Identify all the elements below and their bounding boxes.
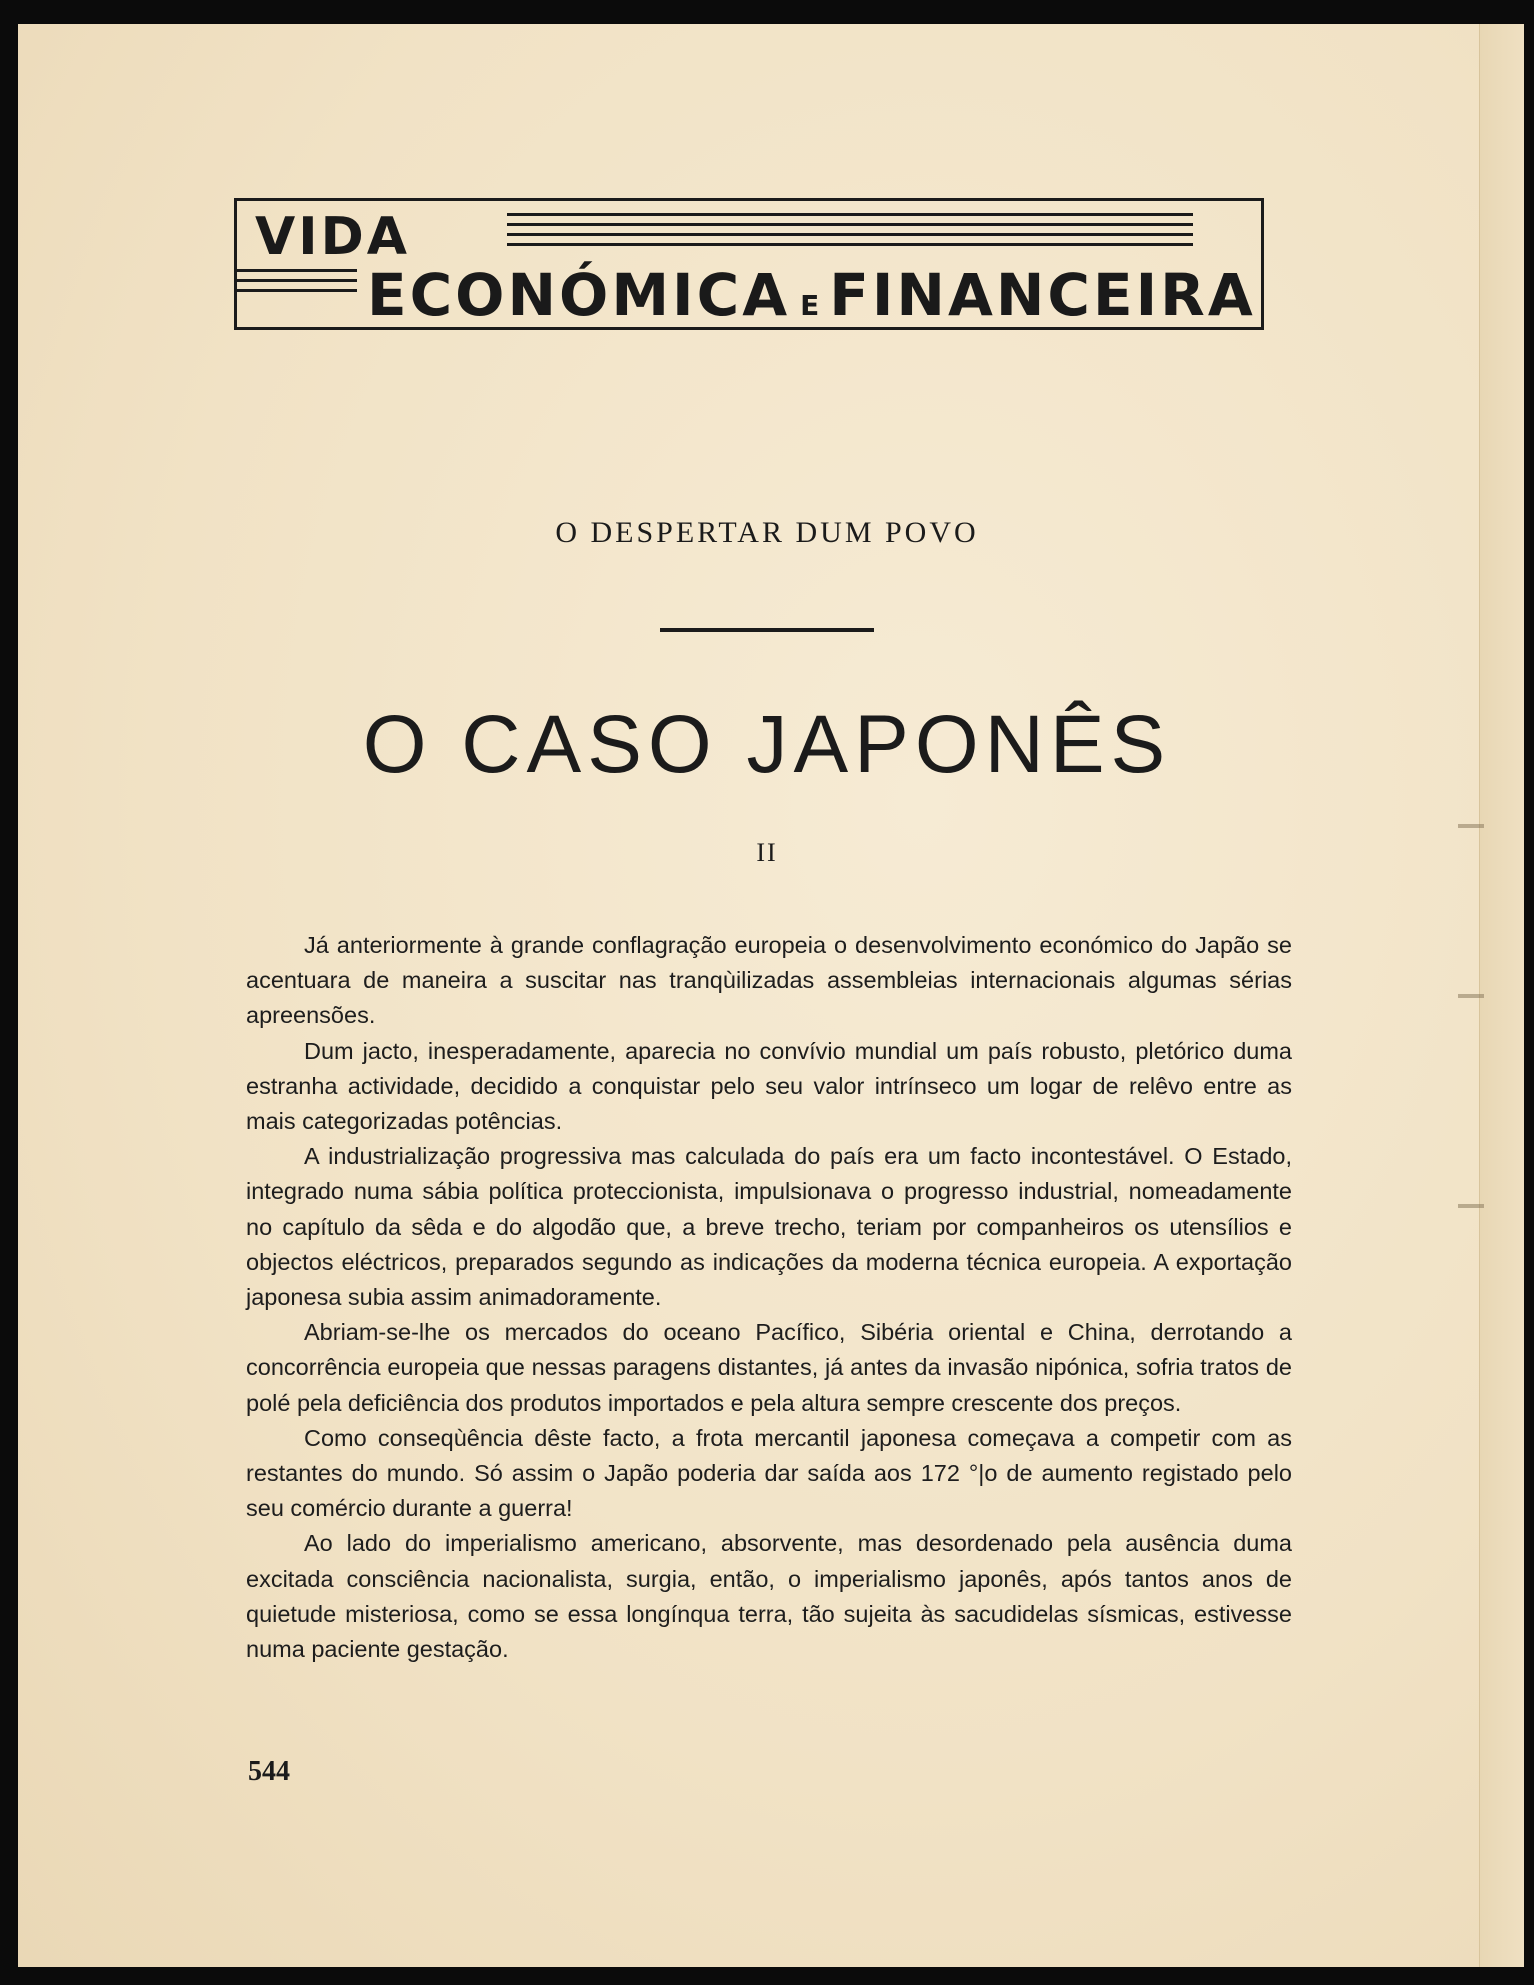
part-number: II (756, 838, 778, 867)
binding-strip (1479, 24, 1524, 1967)
header-rule (507, 223, 1193, 226)
paragraph: A industrialização progressiva mas calculada do país era um facto incontestável. O Estado, integrado numa sábia política proteccionista, impulsionava o progresso industrial, nomeadamente no capítulo da sêda e do algodão que, a breve trecho, teriam por companheiros os utensílios e objectos eléctricos, preparados segundo as indicações da moderna técnica europeia. A exportação japonesa subia assim animadoramente. (246, 1143, 1292, 1311)
paragraph: Ao lado do imperialismo americano, absorvente, mas desordenado pela ausência duma excitada consciência nacionalista, surgia, então, o imperialismo japonês, após tantos anos de quietude misteriosa, como se essa longínqua terra, tão sujeita às sacudidelas sísmicas, estivesse numa paciente gestação. (246, 1530, 1292, 1663)
section-header-line2 (367, 261, 1256, 329)
binding-stitch (1458, 1204, 1484, 1208)
paragraph: Já anteriormente à grande conflagração europeia o desenvolvimento económico do Japão se acentuara de maneira a suscitar nas tranqùilizadas assembleias internacionais algumas sérias apreensões. (246, 932, 1292, 1029)
page-number: 544 (248, 1756, 290, 1787)
section-header-word-financeira: FINANCEIRA (829, 261, 1256, 329)
article-kicker: O DESPERTAR DUM POVO (555, 516, 979, 549)
binding-stitch (1458, 994, 1484, 998)
title-rule (660, 628, 874, 632)
header-rule (237, 269, 357, 272)
header-rule (507, 233, 1193, 236)
header-rule (507, 213, 1193, 216)
article-title: O CASO JAPONÊS (362, 699, 1172, 790)
section-header-conjunction: E (800, 289, 820, 322)
paragraph: Como conseqùência dêste facto, a frota mercantil japonesa começava a competir com as restantes do mundo. Só assim o Japão poderia dar saída aos 172 °|o de aumento registado pelo seu comércio durante a guerra! (246, 1424, 1292, 1522)
section-header-box (234, 198, 1264, 330)
header-rule (507, 243, 1193, 246)
binding-stitch (1458, 824, 1484, 828)
section-header-word-economica: ECONÓMICA (367, 261, 791, 329)
header-rule (237, 289, 357, 292)
paragraph: Abriam-se-lhe os mercados do oceano Pacífico, Sibéria oriental e China, derrotando a concorrência europeia que nessas paragens distantes, já antes da invasão nipónica, sofria tratos de polé pela deficiência dos produtos importados e pela altura sempre crescente dos preços. (246, 1319, 1292, 1416)
article-body (246, 928, 1292, 1667)
header-rule (237, 279, 357, 282)
section-header-line1: VIDA (255, 207, 410, 267)
paragraph: Dum jacto, inesperadamente, aparecia no convívio mundial um país robusto, pletórico duma estranha actividade, decidido a conquistar pelo seu valor intrínseco um logar de relêvo entre as mais categorizadas potências. (246, 1037, 1292, 1135)
